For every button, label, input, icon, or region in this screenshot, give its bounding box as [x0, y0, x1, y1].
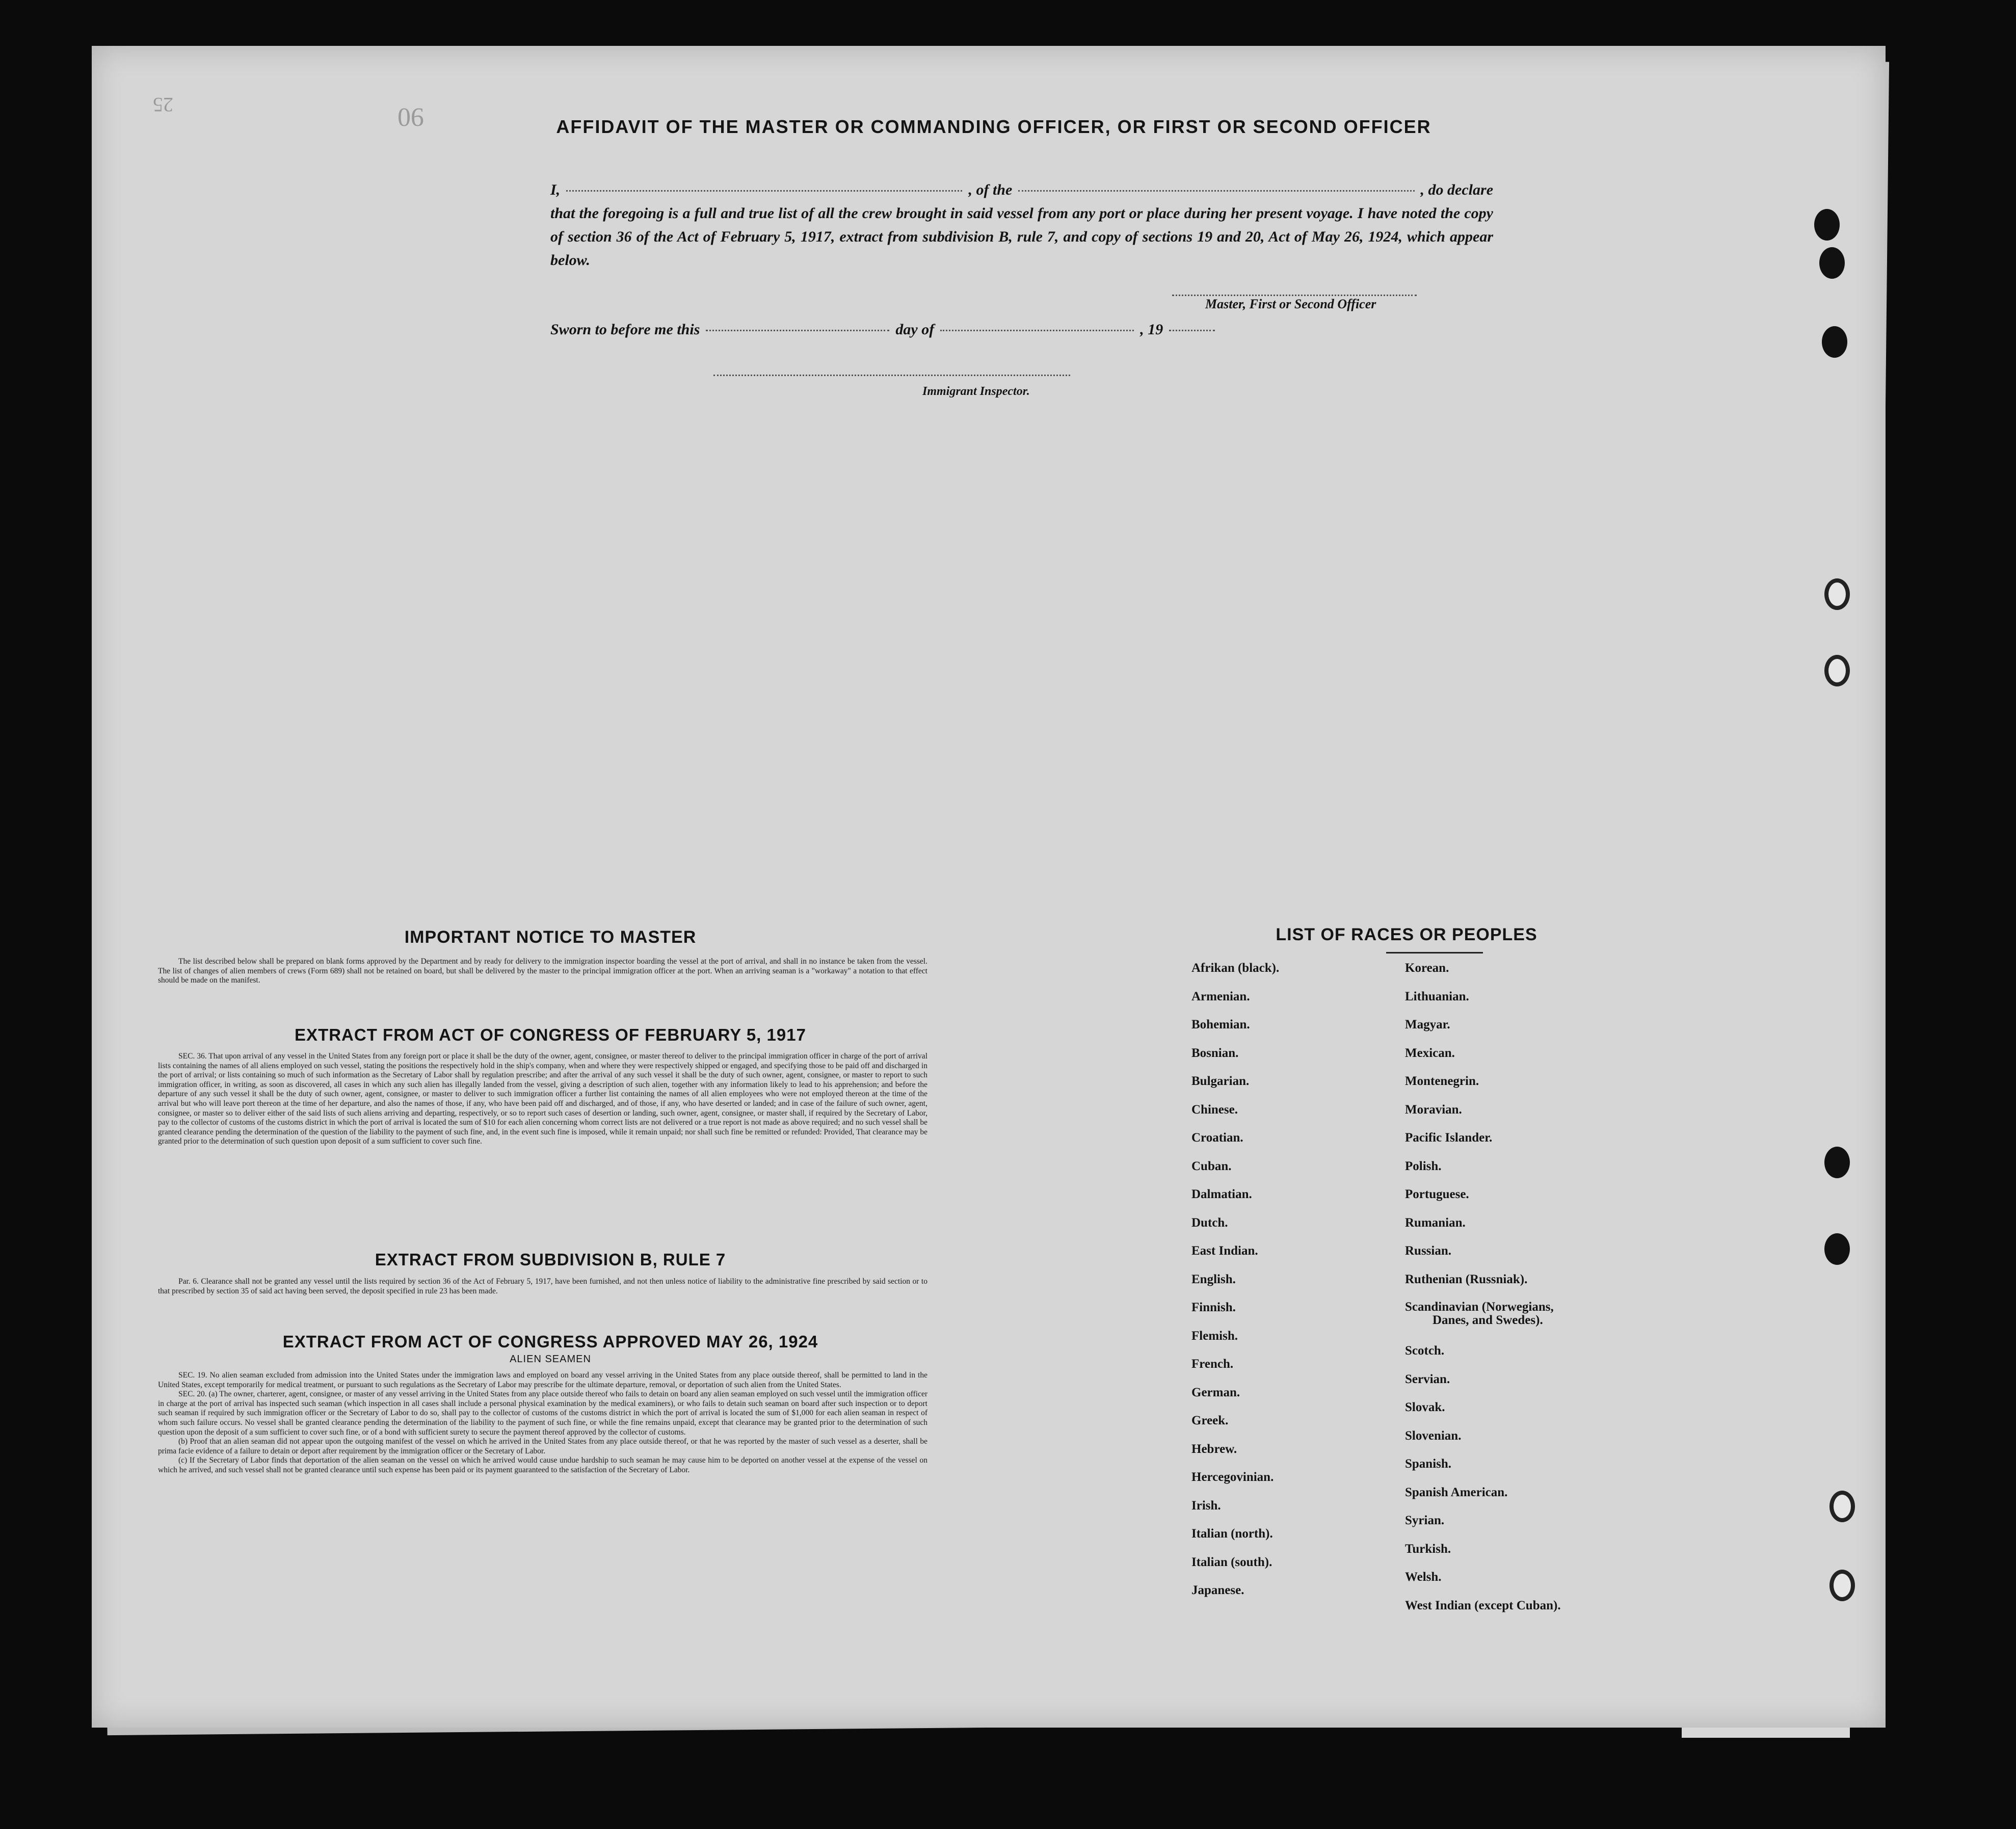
- manifest-page: [92, 46, 1886, 1728]
- race-item: Portuguese.: [1405, 1187, 1469, 1201]
- notice-text: The list described below shall be prepared on blank forms approved by the Department and by ready for delivery to the immigration inspector boarding the vessel at the port of arrival, and shall in no instance be taken from the vessel. The list of changes of alien members of crews (Form 689) shall not be retained on board, but shall be delivered by the master to the principal immigration officer at the port. When an arriving seaman is a "workaway" a notation to that effect should be made on the manifest.: [158, 957, 927, 985]
- race-item: Spanish.: [1405, 1457, 1452, 1471]
- day-of-text: day of: [895, 321, 935, 338]
- race-item: Flemish.: [1191, 1329, 1238, 1343]
- master-signature-line[interactable]: [1172, 295, 1417, 296]
- sworn-text: Sworn to before me this: [550, 321, 700, 338]
- affidavit-i: I,: [550, 181, 561, 198]
- race-item: Slovenian.: [1405, 1428, 1462, 1443]
- race-item: Polish.: [1405, 1159, 1442, 1173]
- race-item: Korean.: [1405, 961, 1449, 975]
- race-item: Bohemian.: [1191, 1018, 1250, 1031]
- race-item: Russian.: [1405, 1244, 1452, 1258]
- vessel-blank[interactable]: [1018, 190, 1414, 192]
- race-item: Welsh.: [1405, 1570, 1442, 1584]
- race-item: French.: [1191, 1357, 1234, 1371]
- race-item: Croatian.: [1191, 1131, 1243, 1145]
- alien-seamen-subheading: ALIEN SEAMEN: [510, 1354, 591, 1365]
- affidavit-of-the: , of the: [968, 181, 1013, 198]
- race-item-line: Danes, and Swedes).: [1433, 1313, 1543, 1327]
- race-item: Hercegovinian.: [1191, 1470, 1274, 1484]
- race-item: East Indian.: [1191, 1244, 1258, 1258]
- race-item: Magyar.: [1405, 1018, 1450, 1031]
- year-prefix: , 19: [1140, 321, 1163, 338]
- affidavit-body: [550, 178, 1493, 272]
- binder-hole: [1822, 326, 1847, 358]
- notice-heading: IMPORTANT NOTICE TO MASTER: [404, 927, 697, 947]
- name-blank[interactable]: [566, 190, 962, 192]
- race-item: Cuban.: [1191, 1159, 1232, 1173]
- race-item: Finnish.: [1191, 1301, 1236, 1314]
- race-item: Montenegrin.: [1405, 1074, 1479, 1088]
- race-item: English.: [1191, 1272, 1236, 1286]
- race-item: Dutch.: [1191, 1215, 1228, 1230]
- extract-1917-heading: EXTRACT FROM ACT OF CONGRESS OF FEBRUARY 5, 1917: [295, 1025, 806, 1044]
- race-item: Japanese.: [1191, 1583, 1244, 1597]
- race-item: Rumanian.: [1405, 1215, 1466, 1230]
- extract-1924-heading: EXTRACT FROM ACT OF CONGRESS APPROVED MAY 26, 1924: [282, 1332, 818, 1351]
- race-item: Greek.: [1191, 1414, 1229, 1427]
- affidavit-declaration-line: [550, 178, 1493, 202]
- race-item: Afrikan (black).: [1191, 961, 1280, 975]
- race-item: Servian.: [1405, 1372, 1450, 1386]
- race-item: Italian (south).: [1191, 1555, 1272, 1569]
- race-item: West Indian (except Cuban).: [1405, 1598, 1561, 1612]
- binder-hole: [1824, 578, 1850, 610]
- sworn-day-blank[interactable]: [706, 329, 889, 331]
- race-item-line: Scandinavian (Norwegians,: [1405, 1300, 1554, 1314]
- race-item: Armenian.: [1191, 989, 1250, 1003]
- binder-hole: [1814, 209, 1840, 241]
- binder-hole: [1824, 1147, 1850, 1178]
- affidavit-title: AFFIDAVIT OF THE MASTER OR COMMANDING OFFICER, OR FIRST OR SECOND OFFICER: [556, 116, 1431, 137]
- sworn-year-blank[interactable]: [1169, 329, 1215, 331]
- affidavit-text: that the foregoing is a full and true list of all the crew brought in said vessel from any port or place during her present voyage. I have noted the copy of section 36 of the Act of February 5, 1917, extract from subdivision B, rule 7, and copy of sections 19 and 20, Act of May 26, 1924, which appear below.: [550, 205, 1493, 269]
- race-item: Dalmatian.: [1191, 1187, 1252, 1201]
- inspector-signature-line[interactable]: [713, 375, 1070, 376]
- race-item: Spanish American.: [1405, 1485, 1508, 1499]
- binder-hole: [1824, 1233, 1850, 1265]
- race-item: Chinese.: [1191, 1102, 1238, 1117]
- master-signature-label: Master, First or Second Officer: [1205, 297, 1376, 311]
- race-item: Pacific Islander.: [1405, 1131, 1493, 1145]
- race-item: Moravian.: [1405, 1102, 1462, 1117]
- inspector-label: Immigrant Inspector.: [922, 385, 1030, 398]
- binder-hole: [1829, 1491, 1855, 1522]
- sheet-number-mark: 90: [397, 102, 424, 131]
- race-item: Lithuanian.: [1405, 989, 1469, 1003]
- race-item: Scotch.: [1405, 1344, 1445, 1358]
- races-heading: LIST OF RACES OR PEOPLES: [1276, 925, 1537, 944]
- affidavit-do-declare: , do declare: [1420, 181, 1494, 198]
- binder-hole: [1829, 1570, 1855, 1601]
- extract-rule7-text: Par. 6. Clearance shall not be granted any vessel until the lists required by section 36 of the Act of February 5, 1917, have been furnished, and not then unless notice of liability to the administrative fine prescribed by said section or to that prescribed by section 35 of said act having been served, the deposit specified in rule 23 has been made.: [158, 1277, 927, 1295]
- extract-1924-text: SEC. 19. No alien seaman excluded from admission into the United States under the immigration laws and employed on board any vessel arriving in the United States from any place outside thereof, shall be permitted to land in the United States, except temporarily for medical treatment, or pursuant to such regulations as the Secretary of Labor may prescribe for the ultimate departure, removal, or deportation of such alien from the United States. SEC. 20. (a) The owner, charterer, agent, consignee, or master of any vessel arriving in the United States from any place outside thereof who fails to detain on board any alien seaman employed on such vessel until the immigration officer in charge at the port of arrival has inspected such seaman (which inspection in all cases shall include a personal physical examination by the medical examiners), or who fails to detain such seaman on board after such inspection or to deport such seaman if required by such immigration officer or the Secretary of Labor to do so, shall pay to the collector of customs of the customs district in which the port of arrival is located the sum of $1,000 for each alien seaman in respect of whom such failure occurs. No vessel shall be granted clearance pending the determination of the liability to the payment of such fine, or while the fine remains unpaid, except that clearance may be granted prior to the determination of such question upon the deposit of a sum sufficient to cover such fine, or of a bond with sufficient surety to secure the payment thereof approved by the collector of customs. (b) Proof that an alien seaman did not appear upon the outgoing manifest of the vessel on which he arrived in the United States from any place outside thereof, or that he was reported by the master of such vessel as a deserter, shall be prima facie evidence of a failure to detain or deport after requirement by the immigration officer or the Secretary of Labor. (c) If the Secretary of Labor finds that deportation of the alien seaman on the vessel on which he arrived would cause undue hardship to such seaman he may cause him to be deported on another vessel at the expense of the vessel on which he arrived, and such vessel shall not be granted clearance until such expense has been paid or its payment guaranteed to the satisfaction of the Secretary of Labor.: [158, 1371, 927, 1474]
- race-item: Hebrew.: [1191, 1442, 1237, 1456]
- sworn-line: [550, 321, 1264, 338]
- races-left-column: [1191, 961, 1279, 1612]
- race-item: [1405, 1301, 1561, 1344]
- binder-hole: [1819, 247, 1845, 279]
- race-item: Ruthenian (Russniak).: [1405, 1272, 1528, 1286]
- page-number-mark: 25: [153, 93, 173, 116]
- race-item: Turkish.: [1405, 1542, 1451, 1556]
- race-item: Bosnian.: [1191, 1046, 1239, 1060]
- race-item: Irish.: [1191, 1498, 1221, 1513]
- race-item: Italian (north).: [1191, 1527, 1273, 1541]
- race-item: Bulgarian.: [1191, 1074, 1250, 1088]
- race-item: German.: [1191, 1385, 1240, 1399]
- race-item: Mexican.: [1405, 1046, 1455, 1060]
- race-item: Syrian.: [1405, 1514, 1445, 1527]
- race-item: Slovak.: [1405, 1400, 1445, 1414]
- extract-1917-text: SEC. 36. That upon arrival of any vessel in the United States from any foreign port or place it shall be the duty of the owner, agent, consignee, or master thereof to deliver to the principal immigration officer in charge of the port of arrival lists containing the names of all aliens employed on such vessel, stating the positions the respectively hold in the ship's company, when and where they were respectively shipped or engaged, and specifying those to be paid off and discharged in the port of arrival; or lists containing so much of such information as the Secretary of Labor shall by regulation prescribe; and after the arrival of any such vessel it shall be the duty of such owner, agent, consignee, or master to report to such immigration officer, in writing, as soon as discovered, all cases in which any such alien has illegally landed from the vessel, giving a description of such alien, together with any information likely to lead to his apprehension; and before the departure of any such vessel it shall be the duty of such owner, agent, consignee, or master to deliver to such immigration officer a further list containing the names of all alien employees who were not employed thereon at the time of the arrival but who will leave port thereon at the time of her departure, and also the names of those, if any, who have been paid off and discharged, and of those, if any, who have deserted or landed; and in case of the failure of such owner, agent, consignee, or master so to deliver either of the said lists of such aliens arriving and departing, respectively, or so to report such cases of desertion or landing, such owner, agent, consignee, or master shall, if required by the Secretary of Labor, pay to the collector of customs of the customs district in which the port of arrival is located the sum of $10 for each alien concerning whom correct lists are not delivered or a true report is not made as above required; and no such vessel shall be granted clearance pending the determination of the question of the liability to the payment of such fine, and, in the event such fine is imposed, while it remain unpaid; nor shall such fine be remitted or refunded: Provided, That clearance may be granted prior to the determination of such question upon deposit of a sum sufficient to cover such fine.: [158, 1052, 927, 1146]
- binder-hole: [1824, 655, 1850, 686]
- sworn-month-blank[interactable]: [940, 329, 1134, 331]
- races-right-column: [1405, 961, 1561, 1627]
- races-heading-rule: [1386, 952, 1483, 953]
- extract-rule7-heading: EXTRACT FROM SUBDIVISION B, RULE 7: [375, 1250, 726, 1269]
